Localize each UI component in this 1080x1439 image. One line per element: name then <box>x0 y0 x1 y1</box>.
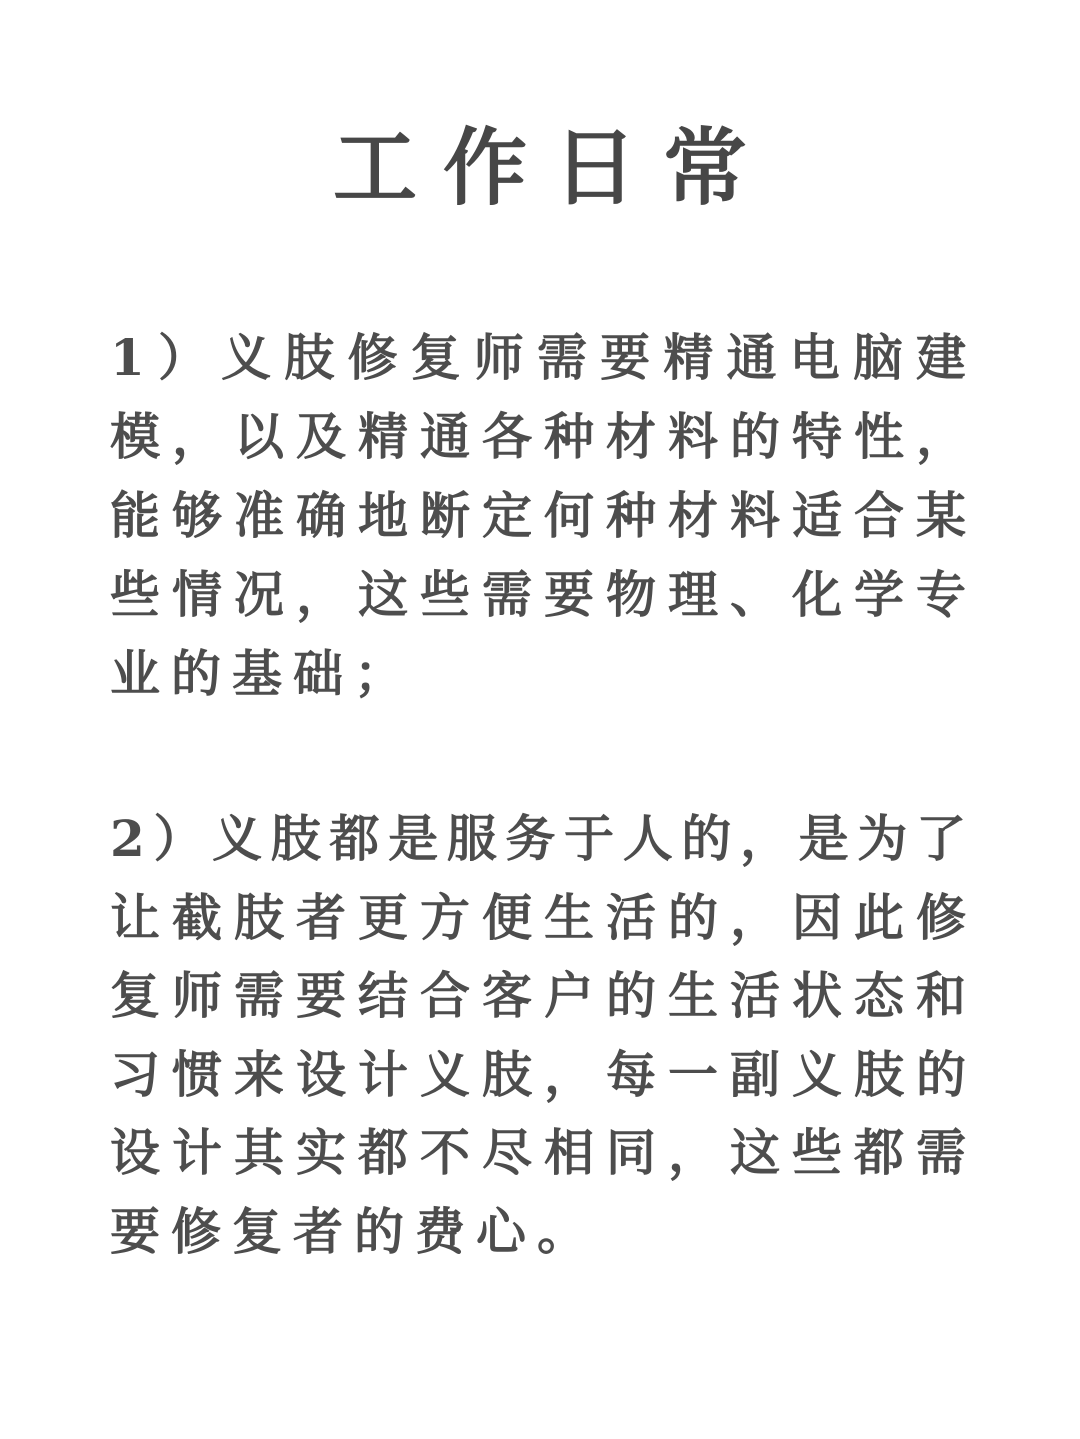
paragraph-1-line-4: 些情况，这些需要物理、化学专 <box>110 565 966 624</box>
paragraph-2-line-6: 要修复者的费心。 <box>110 1201 598 1261</box>
paragraph-1 <box>110 318 966 713</box>
paragraph-2-line-4: 习惯来设计义肢，每一副义肢的 <box>110 1044 966 1104</box>
paragraph-2 <box>110 800 966 1271</box>
paragraph-1-line-2: 模，以及精通各种材料的特性， <box>110 407 966 466</box>
paragraph-2-line-1: 2）义肢都是服务于人的，是为了 <box>110 809 966 868</box>
paragraph-2-line-3: 复师需要结合客户的生活状态和 <box>110 966 966 1025</box>
paragraph-1-line-3: 能够准确地断定何种材料适合某 <box>110 486 966 545</box>
paragraph-2-line-2: 让截肢者更方便生活的，因此修 <box>110 887 966 947</box>
paragraph-1-line-5: 业的基础； <box>110 644 415 703</box>
paragraph-1-line-1: 1）义肢修复师需要精通电脑建 <box>110 328 966 387</box>
page-title: 工作日常 <box>332 118 773 217</box>
paragraph-2-line-5: 设计其实都不尽相同，这些都需 <box>110 1123 966 1182</box>
